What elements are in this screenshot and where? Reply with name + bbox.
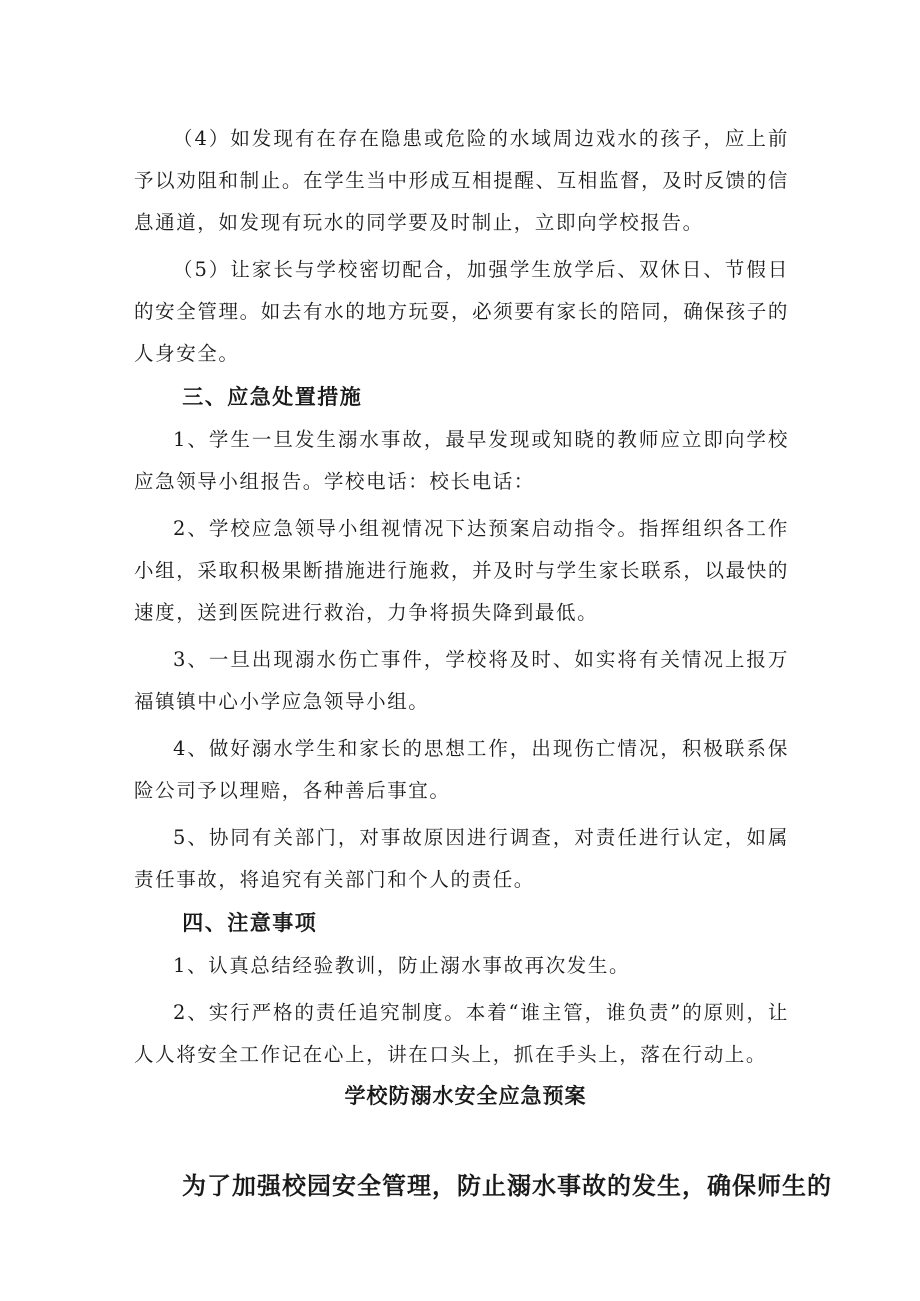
section-3-item-2: 2、学校应急领导小组视情况下达预案启动指令。指挥组织各工作小组，采取积极果断措施进行施救，并及时与学生家长联系，以最快的速度，送到医院进行救治，力争将损失降到最低。 [134,517,789,624]
paragraph-item-4: （4）如发现有在存在隐患或危险的水域周边戏水的孩子，应上前予以劝阻和制止。在学生当中形成互相提醒、互相监督，及时反馈的信息通道，如发现有玩水的同学要及时制止，立即向学校报告。 [134,127,789,234]
section-3-item-1: 1、学生一旦发生溺水事故，最早发现或知晓的教师应立即向学校应急领导小组报告。学校电话：校长电话： [134,428,789,493]
section-4-item-1: 1、认真总结经验教训，防止溺水事故再次发生。 [173,954,631,977]
paragraph-item-5: （5）让家长与学校密切配合，加强学生放学后、双休日、节假日的安全管理。如去有水的地方玩耍，必须要有家长的陪同，确保孩子的人身安全。 [134,258,789,365]
intro-paragraph: 为了加强校园安全管理，防止溺水事故的发生，确保师生的 [182,1172,832,1200]
document-page [134,118,832,1208]
section-3-item-5: 5、协同有关部门，对事故原因进行调查，对责任进行认定，如属责任事故，将追究有关部门和个人的责任。 [134,826,789,891]
section-3-item-3: 3、一旦出现溺水伤亡事件，学校将及时、如实将有关情况上报万福镇镇中心小学应急领导小组。 [134,648,789,713]
document-title: 学校防溺水安全应急预案 [344,1084,587,1108]
section-3-item-4: 4、做好溺水学生和家长的思想工作，出现伤亡情况，积极联系保险公司予以理赔，各种善后事宜。 [134,737,789,802]
section-3-heading: 三、应急处置措施 [182,385,363,409]
section-4-item-2: 2、实行严格的责任追究制度。本着“谁主管，谁负责”的原则，让人人将安全工作记在心上，讲在口头上，抓在手头上，落在行动上。 [134,1001,789,1066]
section-4-heading: 四、注意事项 [182,911,318,935]
